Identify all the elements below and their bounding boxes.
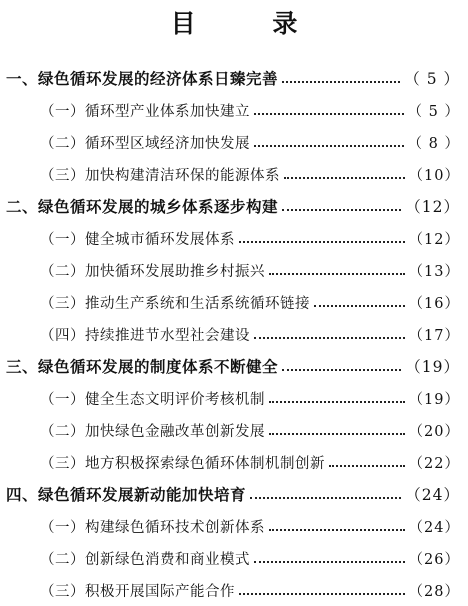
toc-entry-section-4[interactable] (6, 478, 460, 510)
toc-entry-label: （二）循环型区域经济加快发展 (40, 135, 250, 152)
toc-entry-3-2[interactable] (40, 414, 460, 446)
dot-leader (284, 175, 405, 179)
toc-entry-1-3[interactable] (40, 158, 460, 190)
dot-leader (254, 143, 404, 147)
dot-leader (269, 431, 405, 435)
dot-leader (239, 239, 405, 243)
toc-entry-section-1[interactable] (6, 62, 460, 94)
toc-entry-label: 一、绿色循环发展的经济体系日臻完善 (6, 69, 279, 88)
toc-entry-page: （13） (408, 263, 460, 280)
toc-entry-label: （二）加快绿色金融改革创新发展 (40, 423, 265, 440)
toc-entry-section-2[interactable] (6, 190, 460, 222)
dot-leader (282, 367, 401, 371)
toc-entry-3-3[interactable] (40, 446, 460, 478)
toc-entry-label: （三）加快构建清洁环保的能源体系 (40, 167, 280, 184)
toc-entry-label: （二）加快循环发展助推乡村振兴 (40, 263, 265, 280)
dot-leader (269, 399, 405, 403)
toc-entry-3-1[interactable] (40, 382, 460, 414)
toc-entry-page: （12） (408, 231, 460, 248)
toc-entry-page: （26） (408, 551, 460, 568)
dot-leader (239, 591, 405, 595)
toc-entry-label: （三）推动生产系统和生活系统循环链接 (40, 295, 310, 312)
toc-entry-page: （20） (408, 423, 460, 440)
toc-entry-label: （三）地方积极探索绿色循环体制机制创新 (40, 455, 325, 472)
toc-entry-section-3[interactable] (6, 350, 460, 382)
dot-leader (269, 271, 405, 275)
toc-entry-1-2[interactable] (40, 126, 460, 158)
toc-entry-label: （一）循环型产业体系加快建立 (40, 103, 250, 120)
toc-entry-2-3[interactable] (40, 286, 460, 318)
toc-entry-page: （ 5 ） (407, 103, 460, 120)
dot-leader (269, 527, 405, 531)
toc-entry-label: 二、绿色循环发展的城乡体系逐步构建 (6, 197, 279, 216)
dot-leader (250, 495, 401, 499)
toc-entry-page: （28） (408, 583, 460, 600)
toc-entry-2-4[interactable] (40, 318, 460, 350)
dot-leader (254, 559, 405, 563)
toc-entry-4-2[interactable] (40, 542, 460, 574)
dot-leader (254, 111, 404, 115)
toc-entry-page: （ 5 ） (404, 70, 460, 88)
toc-entry-label: （一）健全生态文明评价考核机制 (40, 391, 265, 408)
toc-entry-label: （一）构建绿色循环技术创新体系 (40, 519, 265, 536)
toc-entry-page: （19） (405, 358, 460, 376)
toc-entry-2-1[interactable] (40, 222, 460, 254)
toc-entry-page: （12） (405, 198, 460, 216)
toc-entry-4-3[interactable] (40, 574, 460, 606)
dot-leader (314, 303, 405, 307)
toc-entry-label: （四）持续推进节水型社会建设 (40, 327, 250, 344)
toc-entry-label: （二）创新绿色消费和商业模式 (40, 551, 250, 568)
toc-entry-1-1[interactable] (40, 94, 460, 126)
toc-entry-label: 三、绿色循环发展的制度体系不断健全 (6, 357, 279, 376)
toc-entry-label: （三）积极开展国际产能合作 (40, 583, 235, 600)
toc-entry-4-1[interactable] (40, 510, 460, 542)
toc-entry-label: 四、绿色循环发展新动能加快培育 (6, 485, 247, 504)
toc-entry-page: （17） (408, 327, 460, 344)
toc-entry-page: （22） (408, 455, 460, 472)
dot-leader (254, 335, 405, 339)
dot-leader (282, 79, 400, 83)
toc-entry-page: （19） (408, 391, 460, 408)
toc-entry-page: （16） (408, 295, 460, 312)
toc-entry-label: （一）健全城市循环发展体系 (40, 231, 235, 248)
dot-leader (282, 207, 401, 211)
toc-entry-2-2[interactable] (40, 254, 460, 286)
toc-entry-page: （ 8 ） (407, 135, 460, 152)
toc-entry-page: （24） (408, 519, 460, 536)
toc-entry-page: （10） (408, 167, 460, 184)
page-title: 目 录 (170, 9, 332, 38)
toc-entry-page: （24） (405, 486, 460, 504)
dot-leader (329, 463, 405, 467)
